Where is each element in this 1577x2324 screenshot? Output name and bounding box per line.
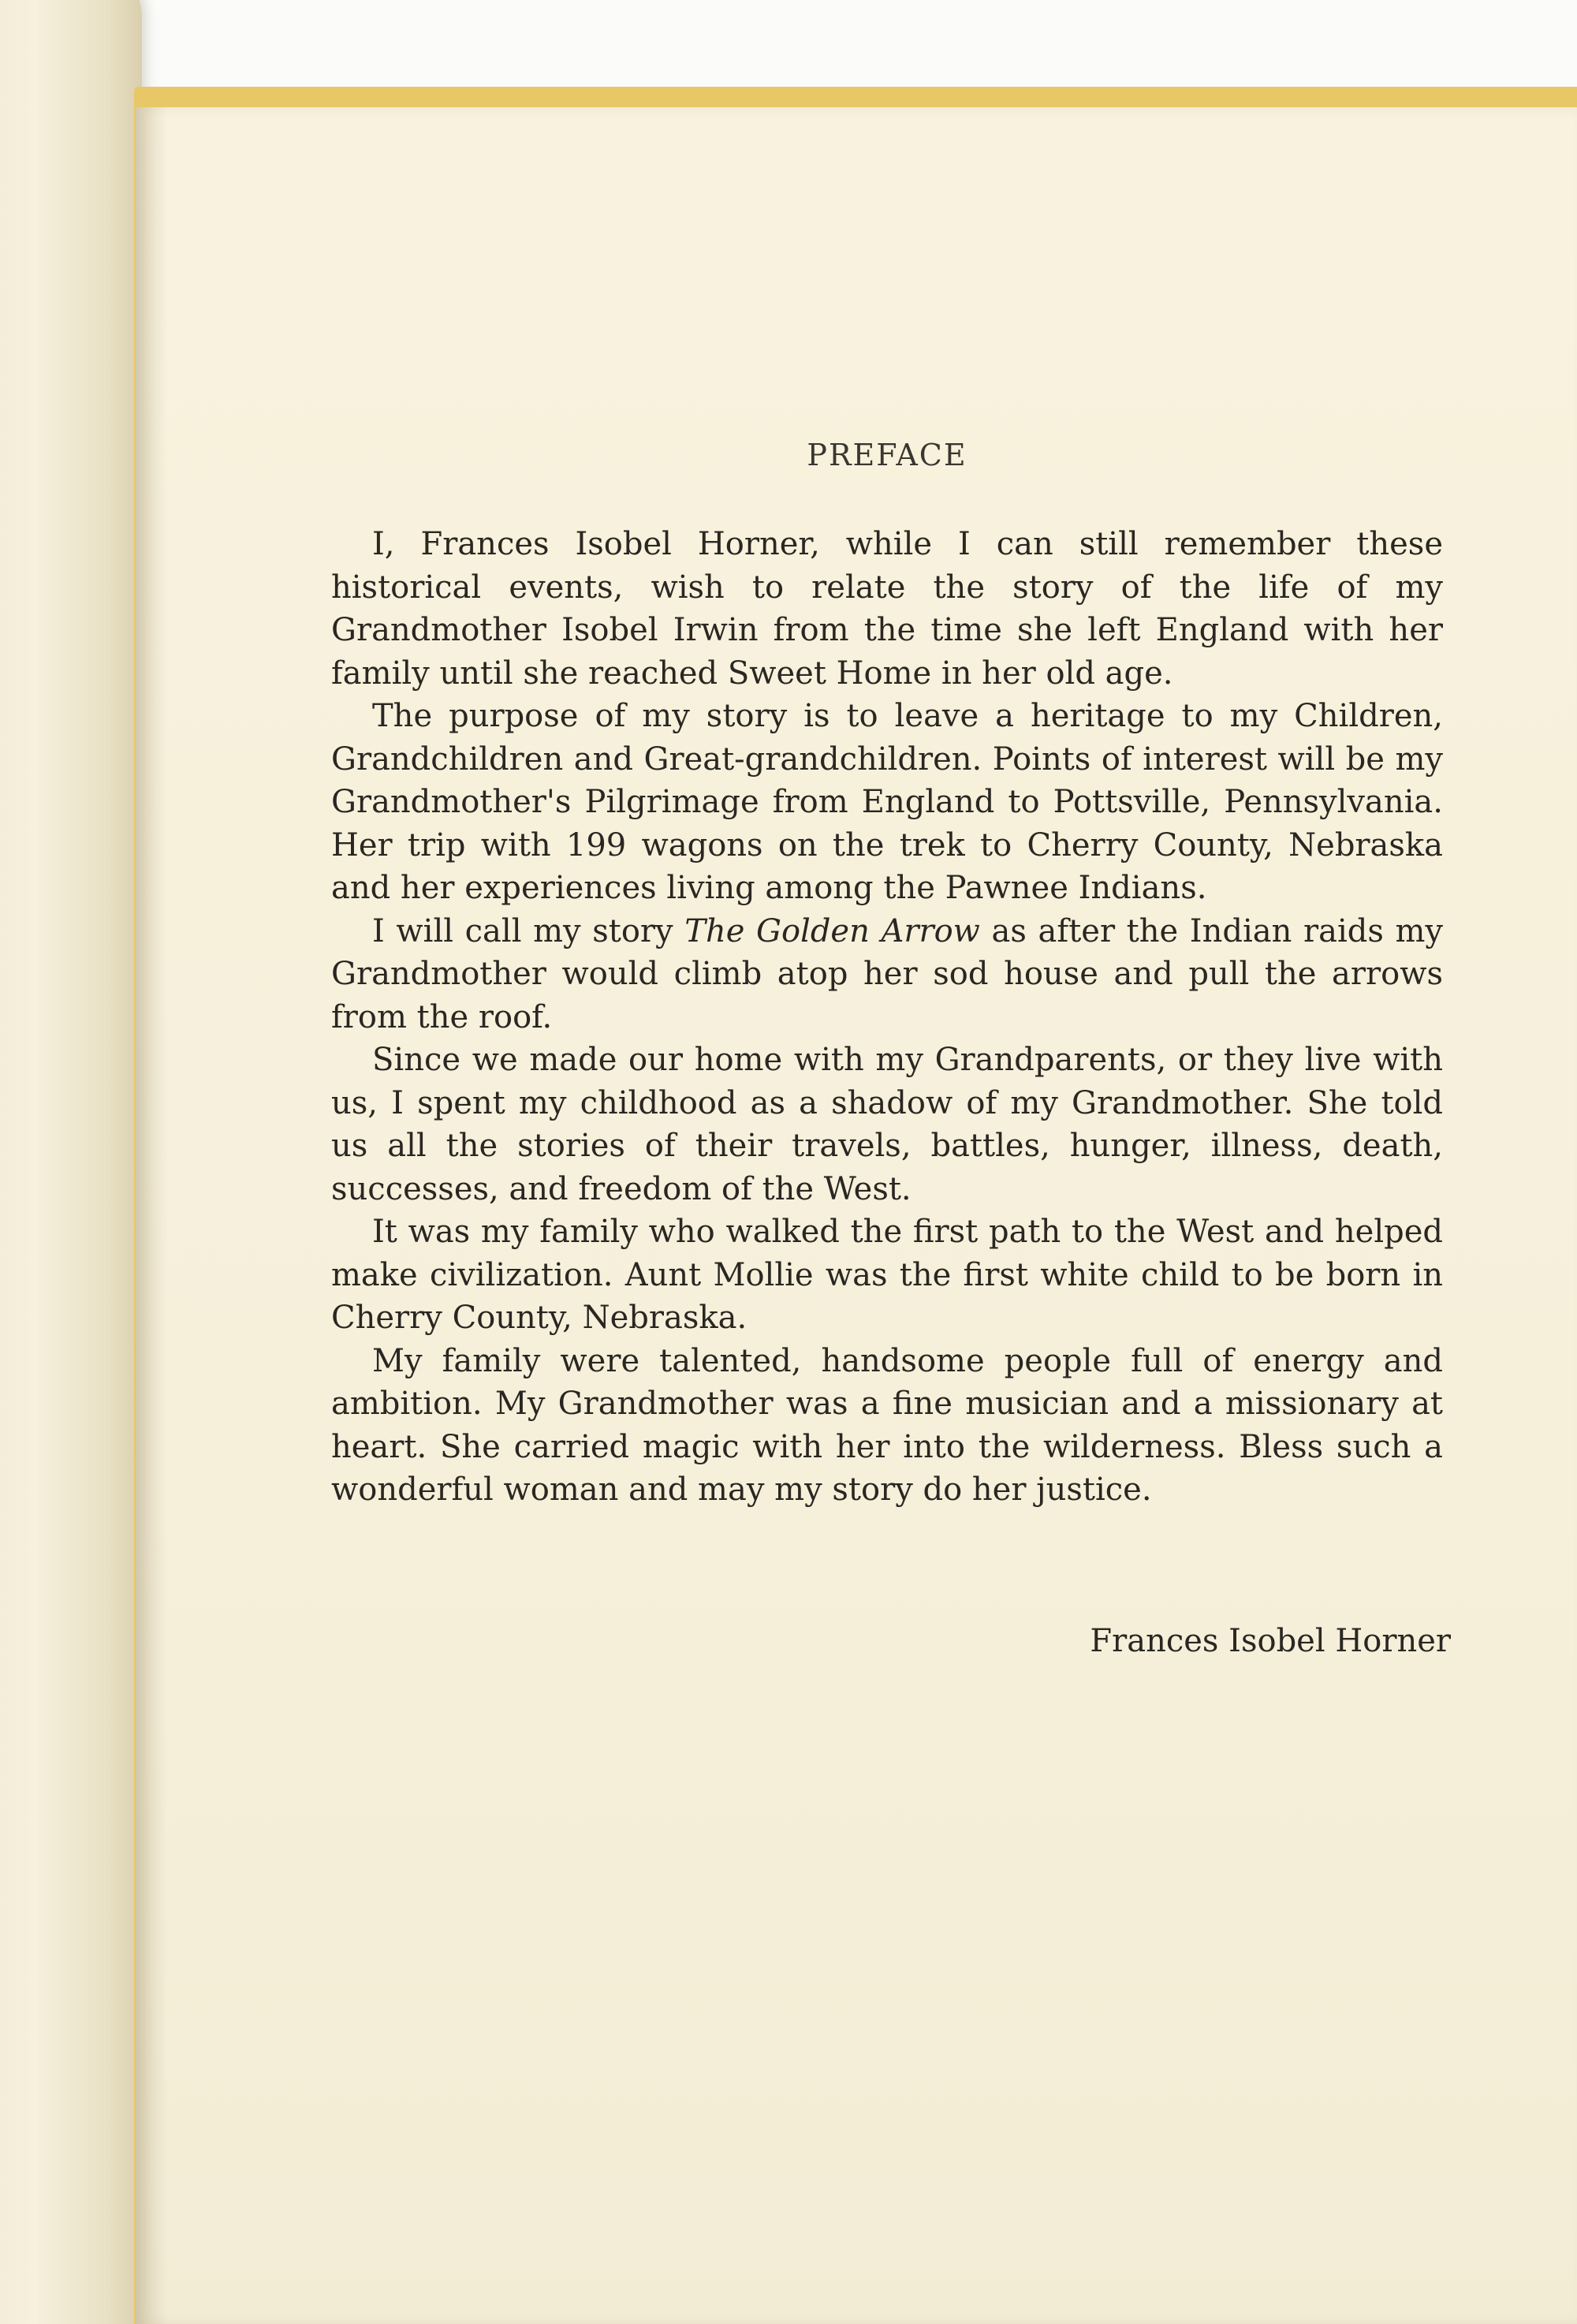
- paragraph-5: It was my family who walked the first path to the West and helped make civilization. Aunt Mollie was the first white child to be born in Cherry County, Nebraska.: [331, 1214, 1443, 1336]
- left-page-edge: [0, 0, 142, 2324]
- paragraph-3-before: I will call my story: [372, 912, 685, 949]
- paragraph-4: Since we made our home with my Grandparents, or they live with us, I spent my childhood as a shadow of my Grandmother. She told us all the stories of their travels, battles, hunger, illness, death, successes, and freedom of the West.: [331, 1042, 1443, 1207]
- paragraph-6: My family were talented, handsome people full of energy and ambition. My Grandmother was a fine musician and a missionary at heart. She carried magic with her into the wilderness. Bless such a wonderful woman and may my story do her justice.: [331, 1342, 1443, 1508]
- paragraph-2: The purpose of my story is to leave a heritage to my Children, Grandchildren and Great-grandchildren. Points of interest will be my Grandmother's Pilgrimage from England to Pottsville, Pennsylvania. Her trip with 199 wagons on the trek to Cherry County, Nebraska and her experiences living among the Pawnee Indians.: [331, 698, 1443, 906]
- preface-text-block: [331, 438, 1443, 1512]
- book-title-italic: The Golden Arrow: [684, 912, 980, 949]
- page-title: PREFACE: [807, 438, 967, 472]
- spine-shadow: [136, 107, 167, 2324]
- paragraph-3-after: as after the Indian raids my Grandmother would climb atop her sod house and pull the arrows from the roof.: [331, 912, 1444, 1035]
- author-signature: Frances Isobel Horner: [1090, 1623, 1451, 1659]
- paragraph-1: I, Frances Isobel Horner, while I can still remember these historical events, wish to relate the story of the life of my Grandmother Isobel Irwin from the time she left England with her family until she reached Sweet Home in her old age.: [331, 526, 1443, 692]
- paragraph-3: [331, 910, 1443, 1039]
